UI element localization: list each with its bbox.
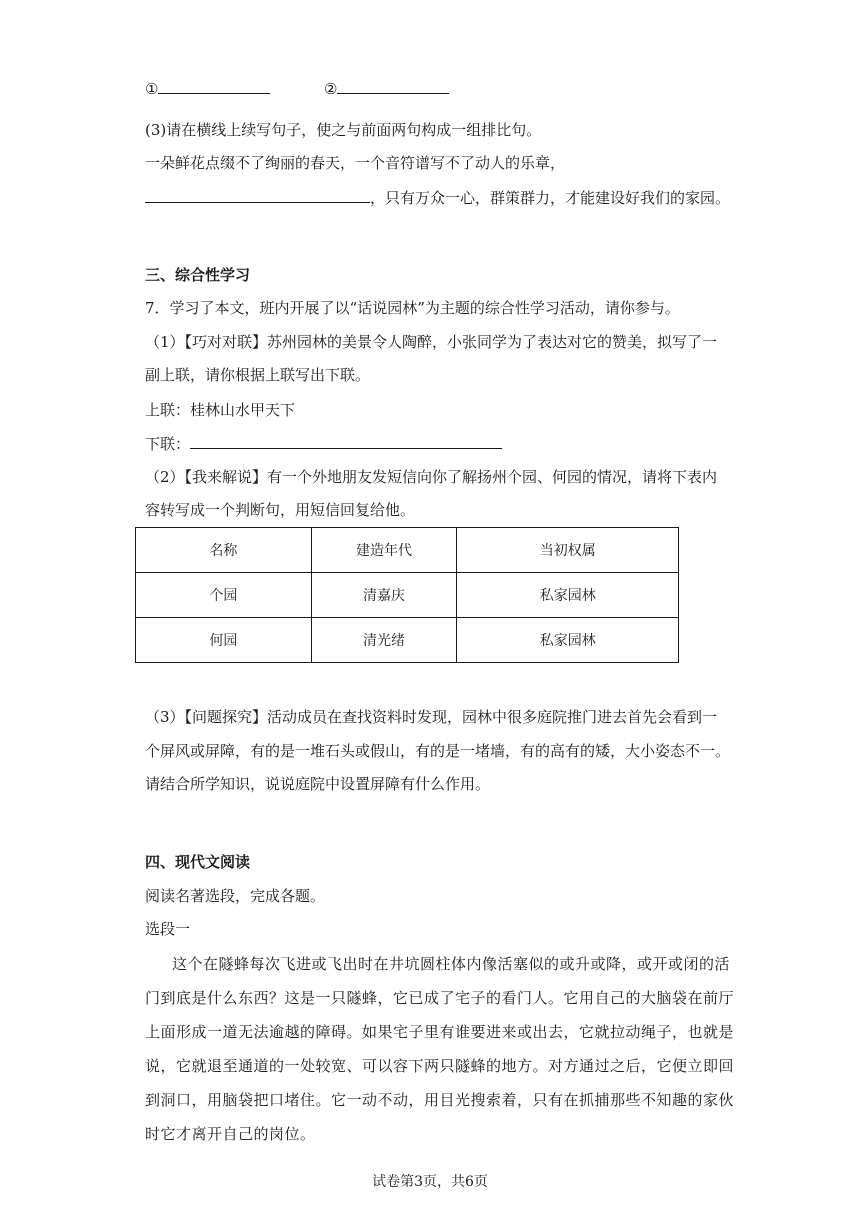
passage-line: 时它才离开自己的岗位。: [145, 1125, 316, 1143]
garden-info-table: [135, 527, 679, 663]
blank2-label: ②: [324, 80, 338, 98]
q7-part3-line1: （3）【问题探究】活动成员在查找资料时发现，园林中很多庭院推门进去首先会看到一: [145, 708, 718, 726]
q7-part3-line2: 个屏风或屏障，有的是一堆石头或假山，有的是一堵墙，有的高有的矮，大小姿态不一。: [145, 742, 731, 760]
q6-part3-sentence: 一朵鲜花点缀不了绚丽的春天，一个音符谱写不了动人的乐章，: [145, 154, 566, 172]
passage-line: 门到底是什么东西？这是一只隧蜂，它已成了宅子的看门人。它用自己的大脑袋在前厅: [145, 989, 735, 1007]
table-cell: 何园: [136, 618, 312, 663]
continuation-blank[interactable]: [145, 187, 370, 203]
blank1-line[interactable]: [158, 78, 270, 94]
q6-part3-tail: ，只有万众一心，群策群力，才能建设好我们的家园。: [370, 189, 731, 207]
upper-couplet: 上联：桂林山水甲天下: [145, 401, 296, 419]
q7-intro: 7．学习了本文，班内开展了以“话说园林”为主题的综合性学习活动，请你参与。: [145, 299, 680, 317]
answer-blanks-row: [145, 78, 449, 99]
passage-line: 上面形成一道无法逾越的障碍。如果宅子里有谁要进来或出去，它就拉动绳子，也就是: [145, 1023, 735, 1041]
table-cell: 清嘉庆: [311, 573, 457, 618]
blank1-label: ①: [145, 80, 159, 98]
table-header-cell: 名称: [136, 528, 312, 573]
table-cell: 私家园林: [457, 618, 679, 663]
passage-line: 到洞口，用脑袋把口堵住。它一动不动，用目光搜索着，只有在抓捕那些不知趣的家伙: [145, 1091, 735, 1109]
passage-line: 说，它就退至通道的一处较宽、可以容下两只隧蜂的地方。对方通过之后，它便立即回: [145, 1057, 735, 1075]
q7-part1-line2: 副上联，请你根据上联写出下联。: [145, 366, 371, 384]
blank2-line[interactable]: [337, 78, 449, 94]
passage-line: 这个在隧蜂每次飞进或飞出时在井坑圆柱体内像活塞似的或升或降，或开或闭的活: [172, 955, 731, 973]
table-cell: 个园: [136, 573, 312, 618]
q6-part3-answer-row: [145, 187, 730, 208]
table-row: [136, 618, 679, 663]
section4-intro: 阅读名著选段，完成各题。: [145, 887, 326, 905]
q7-part2-line1: （2）【我来解说】有一个外地朋友发短信向你了解扬州个园、何园的情况，请将下表内: [145, 468, 718, 486]
page-footer: 试卷第3页，共6页: [372, 1174, 488, 1190]
lower-couplet-row: [145, 433, 502, 454]
table-header-cell: 当初权属: [457, 528, 679, 573]
q6-part3-prompt: (3)请在横线上续写句子，使之与前面两句构成一组排比句。: [145, 121, 542, 139]
q7-part1-line1: （1）【巧对对联】苏州园林的美景令人陶醉，小张同学为了表达对它的赞美，拟写了一: [145, 333, 718, 351]
excerpt-label: 选段一: [145, 920, 191, 938]
table-header-row: [136, 528, 679, 573]
q7-part3-line3: 请结合所学知识，说说庭院中设置屏障有什么作用。: [145, 775, 491, 793]
table-header-cell: 建造年代: [311, 528, 457, 573]
table-cell: 私家园林: [457, 573, 679, 618]
section3-title: 三、综合性学习: [145, 266, 251, 284]
q7-part2-line2: 容转写成一个判断句，用短信回复给他。: [145, 501, 416, 519]
table-row: [136, 573, 679, 618]
table-cell: 清光绪: [311, 618, 457, 663]
lower-couplet-blank[interactable]: [190, 433, 502, 449]
lower-couplet-label: 下联：: [145, 435, 191, 453]
section4-title: 四、现代文阅读: [145, 853, 251, 871]
